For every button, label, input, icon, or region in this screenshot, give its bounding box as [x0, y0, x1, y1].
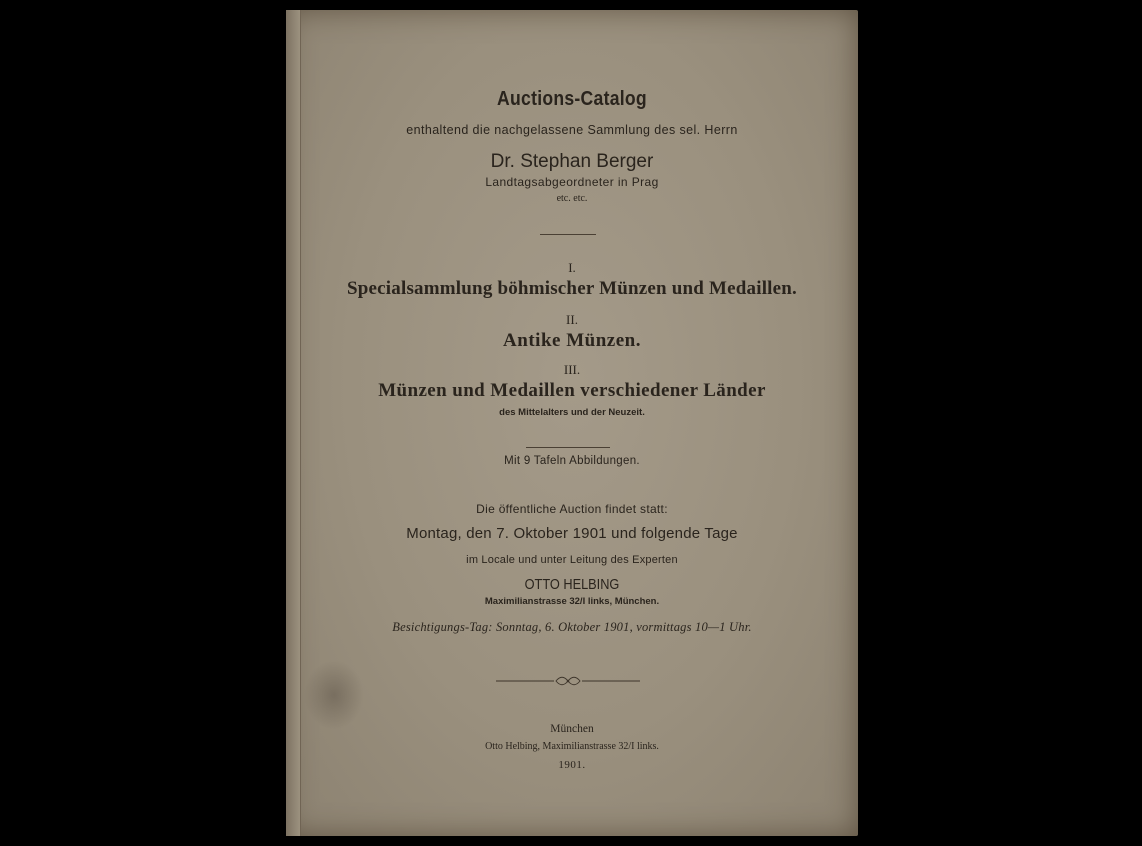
- catalog-cover: [286, 10, 858, 836]
- collector-name: Dr. Stephan Berger: [490, 151, 654, 172]
- section-number: II.: [566, 312, 578, 327]
- section-title: Specialsammlung böhmischer Münzen und Medaillen.: [347, 278, 797, 299]
- auction-locale: im Locale und unter Leitung des Experten: [466, 554, 678, 566]
- cover-content: [286, 10, 858, 836]
- section-number: III.: [563, 362, 581, 377]
- divider-rule: [540, 234, 596, 235]
- collector-role: Landtagsabgeordneter in Prag: [485, 175, 659, 189]
- expert-address: Maximilianstrasse 32/I links, München.: [484, 596, 660, 607]
- catalog-subtitle: enthaltend die nachgelassene Sammlung des sel. Herrn: [406, 123, 738, 137]
- catalog-title: Auctions-Catalog: [497, 88, 647, 110]
- divider-rule: [526, 447, 610, 448]
- imprint-year: 1901.: [558, 759, 586, 771]
- auction-intro: Die öffentliche Auction findet statt:: [476, 502, 668, 516]
- imprint-city: München: [550, 723, 594, 735]
- section-number: I.: [568, 260, 576, 275]
- expert-name: OTTO HELBING: [524, 576, 620, 593]
- ornament-divider-icon: [496, 675, 640, 687]
- plates-note: Mit 9 Tafeln Abbildungen.: [504, 455, 640, 467]
- viewing-day: Besichtigungs-Tag: Sonntag, 6. Oktober 1901, vormittags 10—1 Uhr.: [392, 620, 752, 634]
- imprint-publisher: Otto Helbing, Maximilianstrasse 32/I links.: [485, 741, 659, 752]
- auction-date: Montag, den 7. Oktober 1901 und folgende Tage: [406, 525, 738, 542]
- section-subtitle: des Mittelalters und der Neuzeit.: [499, 407, 645, 418]
- collector-etc: etc. etc.: [556, 193, 588, 204]
- section-title: Antike Münzen.: [503, 330, 641, 351]
- section-title: Münzen und Medaillen verschiedener Länder: [378, 380, 766, 401]
